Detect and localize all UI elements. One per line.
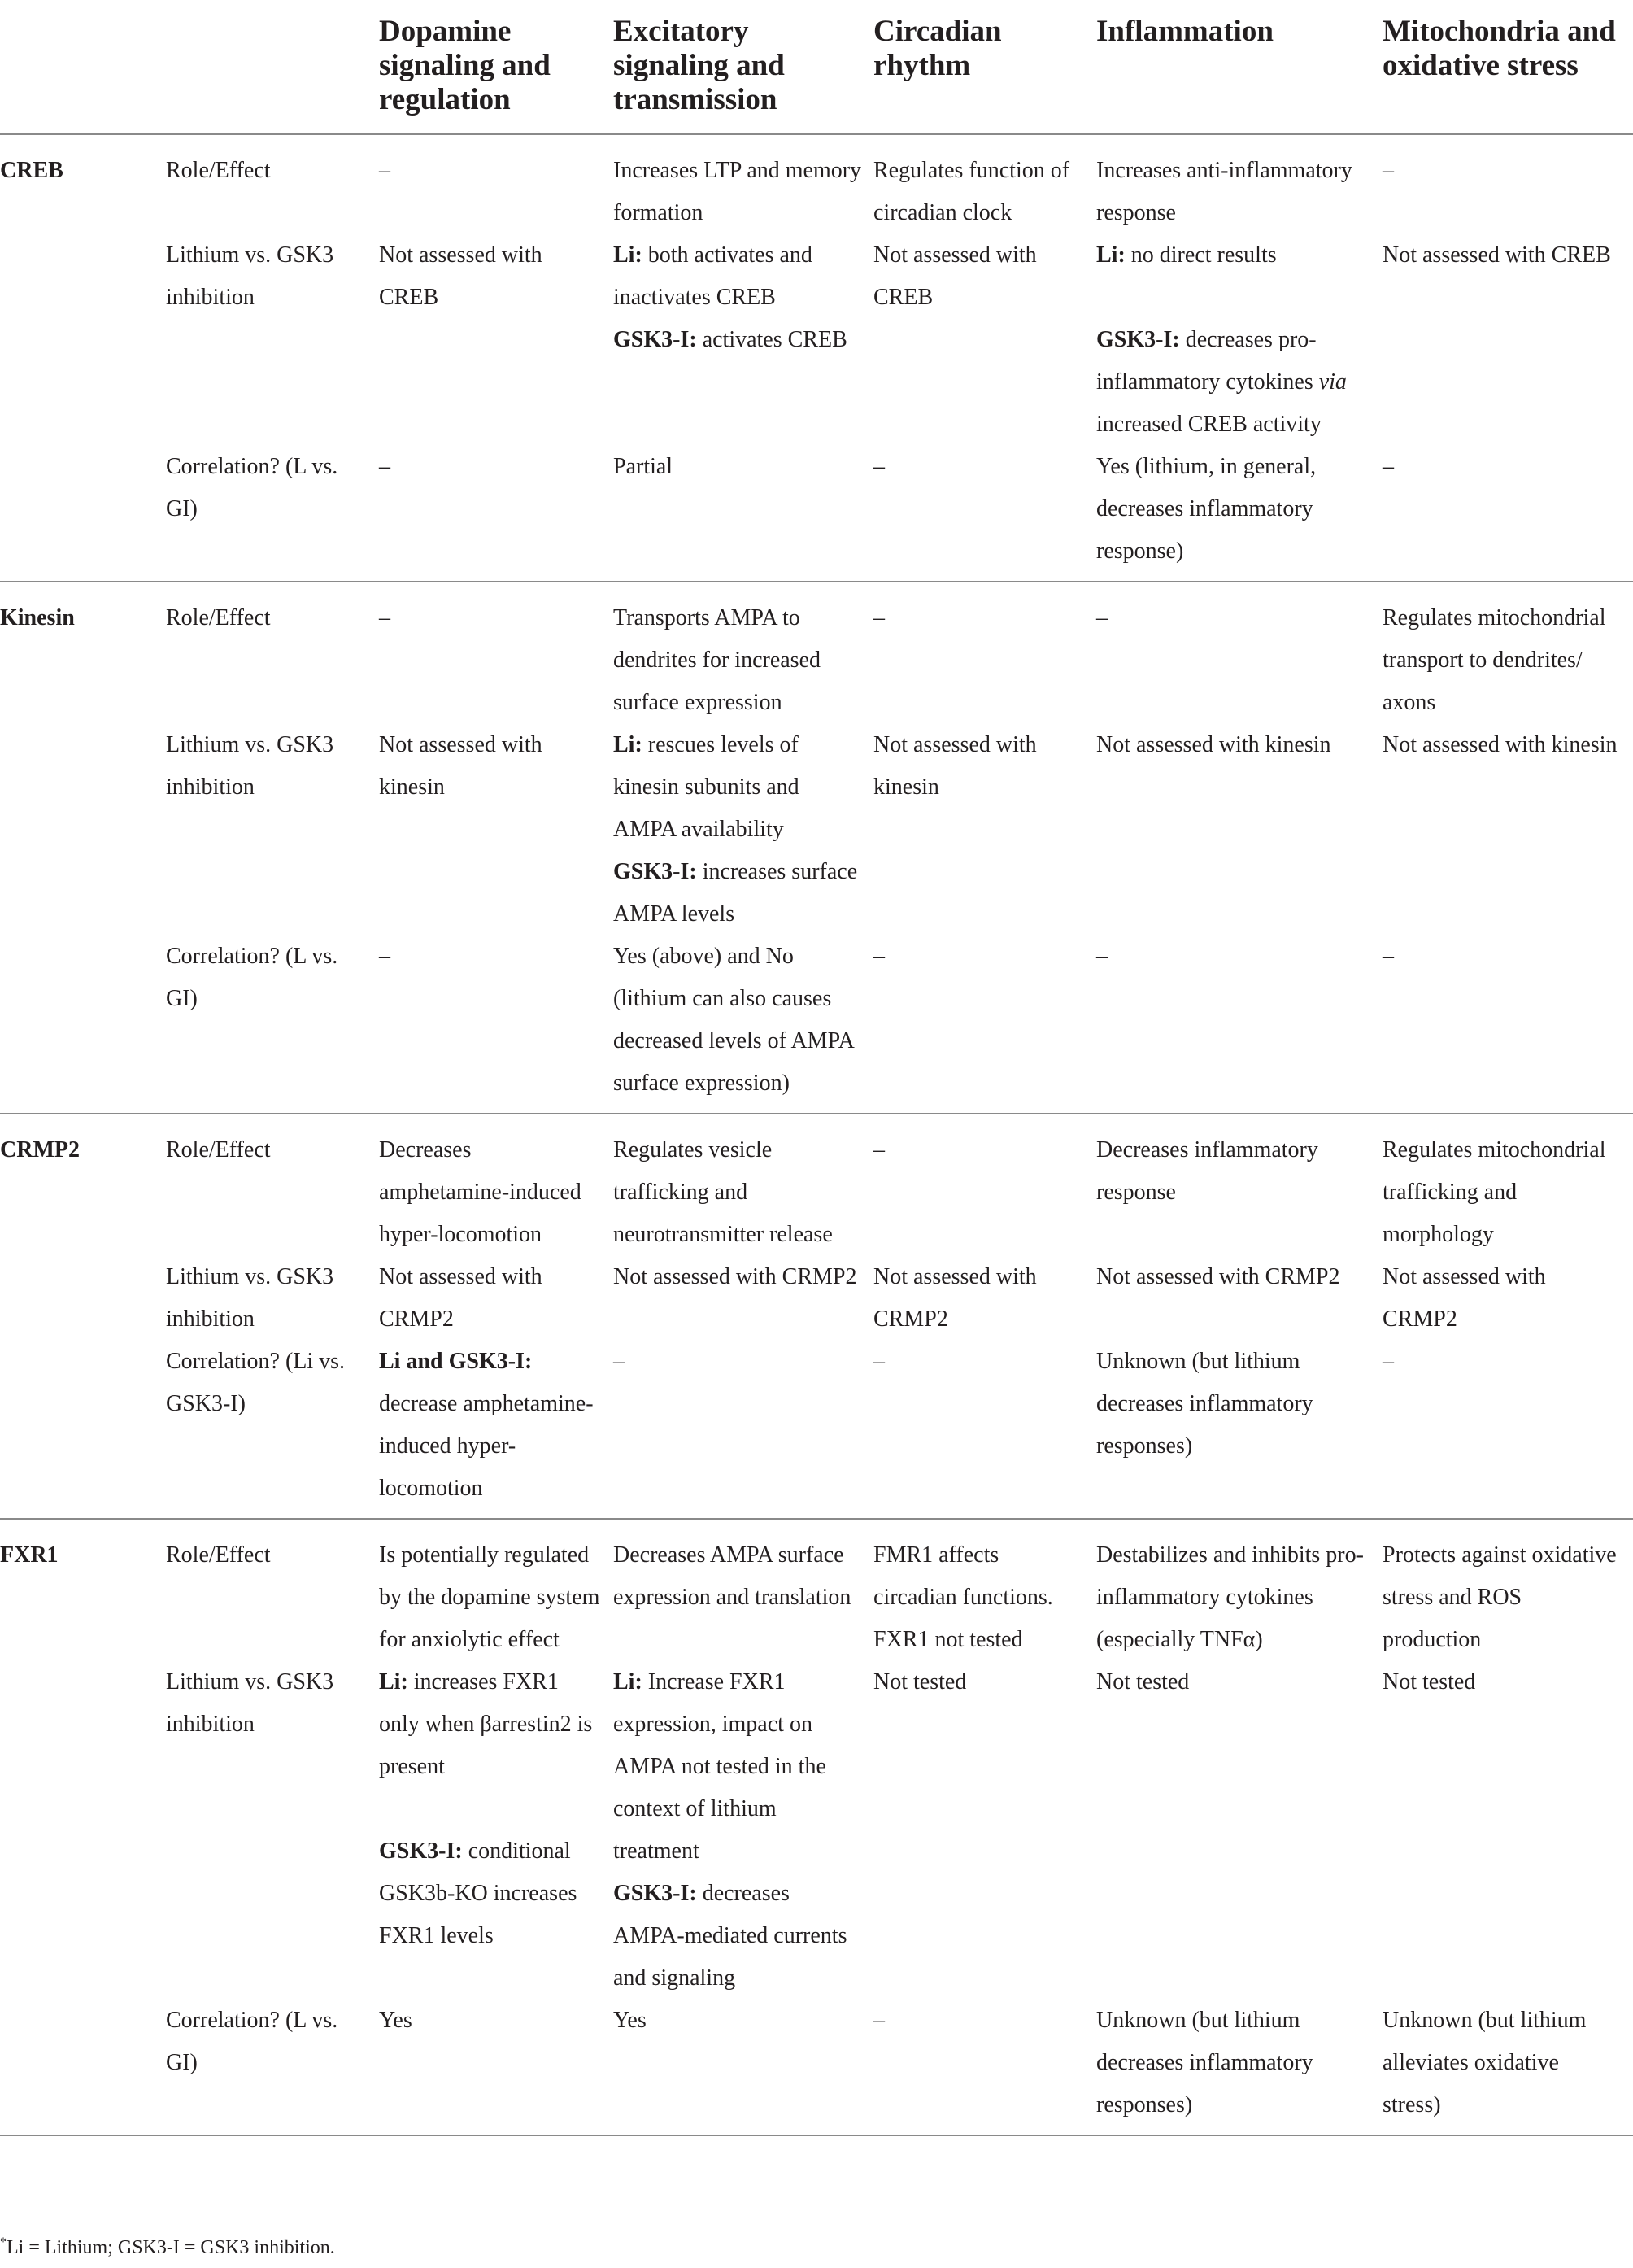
cell-paragraph [613, 2000, 862, 2042]
cell-paragraph [379, 597, 602, 639]
data-cell [1096, 1519, 1383, 1661]
cell-label: Li: [613, 242, 642, 268]
gene-cell: CREB [0, 158, 63, 183]
data-cell [1096, 446, 1383, 582]
cell-paragraph [1383, 936, 1622, 978]
cell-text: Not assessed with CRMP2 [873, 1264, 1037, 1332]
cell-paragraph [1096, 724, 1371, 766]
cell-text: Yes [613, 2008, 647, 2033]
footnote-mark: * [0, 2235, 7, 2249]
cell-text: Not assessed with CRMP2 [379, 1264, 542, 1332]
attribute-cell: Correlation? (L vs. GI) [166, 446, 379, 582]
cell-text: Not assessed with kinesin [1383, 732, 1618, 757]
data-cell [613, 1341, 873, 1519]
cell-paragraph [379, 1341, 602, 1510]
cell-paragraph [1096, 2000, 1371, 2126]
table-row [0, 1661, 1633, 2000]
data-cell [613, 1114, 873, 1256]
data-cell [873, 446, 1096, 582]
cell-text: decrease amphetamine-induced hyper-locomotion [379, 1391, 594, 1501]
data-cell [873, 1256, 1096, 1341]
cell-paragraph [613, 1129, 862, 1256]
gene-cell [0, 2000, 166, 2135]
cell-label: Li: [613, 732, 642, 757]
cell-label: Li: [1096, 242, 1126, 268]
cell-paragraph [379, 1534, 602, 1661]
table-row [0, 724, 1633, 936]
data-cell [379, 1341, 613, 1519]
gene-cell: FXR1 [0, 1542, 59, 1568]
header-cell-inflammation: Inflammation [1096, 15, 1274, 48]
cell-text: – [873, 944, 885, 969]
cell-paragraph [379, 150, 602, 192]
data-cell [873, 724, 1096, 936]
table-row [0, 1519, 1633, 1661]
data-cell [1096, 234, 1383, 446]
cell-paragraph [613, 150, 862, 234]
attribute-cell: Lithium vs. GSK3 inhibition [166, 242, 334, 310]
cell-text: decreases AMPA-mediated currents and signaling [613, 1881, 847, 1991]
table-row [0, 234, 1633, 446]
cell-text: – [873, 1137, 885, 1162]
header-cell-dopamine: Dopamine signaling and regulation [379, 15, 551, 116]
table-row [0, 446, 1633, 582]
data-cell [379, 936, 613, 1114]
cell-paragraph [613, 446, 862, 488]
cell-paragraph [613, 1534, 862, 1619]
data-cell [1383, 446, 1633, 582]
data-cell [873, 234, 1096, 446]
cell-text: Not assessed with kinesin [873, 732, 1037, 800]
cell-text: Regulates vesicle trafficking and neurotransmitter release [613, 1137, 833, 1247]
data-cell [1096, 1256, 1383, 1341]
cell-text: – [1096, 605, 1108, 630]
cell-text: – [613, 1349, 625, 1374]
table-row [0, 936, 1633, 1114]
cell-paragraph [379, 1129, 602, 1256]
gene-cell [0, 446, 166, 582]
header-cell-attribute [166, 0, 379, 134]
cell-text: Not tested [1383, 1669, 1476, 1694]
data-cell [1383, 234, 1633, 446]
table-row [0, 1256, 1633, 1341]
cell-paragraph [1096, 1534, 1371, 1661]
attribute-cell: Correlation? (L vs. GI) [166, 2000, 379, 2135]
cell-text: Unknown (but lithium alleviates oxidative stress) [1383, 2008, 1587, 2118]
footnote-text: Li = Lithium; GSK3-I = GSK3 inhibition. [7, 2237, 335, 2258]
data-cell [379, 1114, 613, 1256]
cell-text: Decreases inflammatory response [1096, 1137, 1318, 1205]
cell-paragraph [379, 2000, 602, 2042]
attribute-cell: Correlation? (L vs. GI) [166, 936, 379, 1114]
cell-paragraph [613, 724, 862, 851]
data-cell [1096, 134, 1383, 234]
gene-cell [0, 234, 166, 446]
cell-paragraph [1383, 1534, 1622, 1661]
data-cell [873, 936, 1096, 1114]
data-cell [1383, 1114, 1633, 1256]
footnote [0, 2231, 335, 2260]
data-cell [379, 446, 613, 582]
cell-paragraph [873, 234, 1085, 319]
data-cell [873, 2000, 1096, 2135]
cell-text: increases FXR1 only when βarrestin2 is present [379, 1669, 593, 1779]
cell-paragraph [873, 597, 1085, 639]
cell-paragraph [379, 724, 602, 809]
cell-paragraph [1383, 597, 1622, 724]
header-cell-mitochondria: Mitochondria and oxidative stress [1383, 15, 1616, 82]
cell-paragraph [1383, 1129, 1622, 1256]
table-body [0, 134, 1633, 2135]
cell-paragraph [1383, 150, 1622, 192]
cell-text: Destabilizes and inhibits pro-inflammatory cytokines (especially TNFα) [1096, 1542, 1364, 1652]
cell-paragraph [1096, 1129, 1371, 1214]
cell-text: Increases anti-inflammatory response [1096, 158, 1352, 225]
data-cell [1096, 724, 1383, 936]
data-cell [1383, 2000, 1633, 2135]
data-cell [379, 724, 613, 936]
cell-text: Regulates mitochondrial trafficking and morphology [1383, 1137, 1606, 1247]
data-cell [1383, 936, 1633, 1114]
gene-cell [0, 1256, 166, 1341]
header-row [0, 0, 1633, 134]
data-cell [1383, 1661, 1633, 2000]
data-cell [379, 1519, 613, 1661]
cell-paragraph [873, 936, 1085, 978]
cell-text: no direct results [1125, 242, 1277, 268]
cell-paragraph [613, 851, 862, 936]
cell-paragraph [1383, 1661, 1622, 1703]
cell-text: Not assessed with kinesin [379, 732, 542, 800]
cell-label: Li: [379, 1669, 408, 1694]
cell-paragraph [1096, 1341, 1371, 1468]
cell-text: decreases pro-inflammatory cytokines [1096, 327, 1319, 395]
cell-text: activates CREB [696, 327, 847, 352]
cell-text: Not assessed with CREB [1383, 242, 1611, 268]
data-cell [873, 1519, 1096, 1661]
attribute-cell: Role/Effect [166, 605, 271, 630]
cell-label: GSK3-I: [613, 327, 697, 352]
cell-paragraph [1383, 724, 1622, 766]
cell-text: Decreases AMPA surface expression and translation [613, 1542, 851, 1610]
gene-cell: Kinesin [0, 605, 75, 630]
table-row [0, 1114, 1633, 1256]
gene-cell [0, 1661, 166, 2000]
cell-text: increased CREB activity [1096, 412, 1322, 437]
data-cell [613, 724, 873, 936]
cell-paragraph [613, 1873, 862, 2000]
data-cell [1096, 582, 1383, 724]
data-cell [1383, 1341, 1633, 1519]
cell-paragraph [1383, 1256, 1622, 1341]
table-row [0, 1341, 1633, 1519]
attribute-cell: Role/Effect [166, 1542, 271, 1568]
cell-text: Partial [613, 454, 673, 479]
table-row [0, 582, 1633, 724]
data-cell [379, 1256, 613, 1341]
data-cell [1096, 936, 1383, 1114]
cell-text: Decreases amphetamine-induced hyper-locomotion [379, 1137, 581, 1247]
data-cell [613, 582, 873, 724]
data-cell [1096, 1661, 1383, 2000]
header-cell-circadian: Circadian rhythm [873, 15, 1002, 82]
cell-text: conditional GSK3b-KO increases FXR1 levels [379, 1838, 577, 1948]
cell-text: Unknown (but lithium decreases inflammatory responses) [1096, 2008, 1313, 2118]
cell-text: Regulates function of circadian clock [873, 158, 1070, 225]
cell-paragraph [1096, 150, 1371, 234]
cell-text: Is potentially regulated by the dopamine system for anxiolytic effect [379, 1542, 600, 1652]
cell-label: GSK3-I: [613, 1881, 697, 1906]
cell-label: Li and GSK3-I: [379, 1349, 533, 1374]
cell-text: both activates and inactivates CREB [613, 242, 812, 310]
gene-cell [0, 1341, 166, 1519]
cell-text: – [873, 2008, 885, 2033]
data-cell [873, 1114, 1096, 1256]
cell-text: – [1096, 944, 1108, 969]
data-cell [613, 2000, 873, 2135]
data-cell [613, 1256, 873, 1341]
gene-cell: CRMP2 [0, 1137, 80, 1162]
cell-text: – [873, 1349, 885, 1374]
data-cell [1383, 1256, 1633, 1341]
cell-paragraph [379, 1256, 602, 1341]
cell-paragraph [379, 1830, 602, 1957]
cell-paragraph [379, 234, 602, 319]
attribute-cell: Lithium vs. GSK3 inhibition [166, 1669, 334, 1737]
cell-paragraph [613, 319, 862, 361]
cell-paragraph [873, 724, 1085, 809]
cell-text: – [379, 944, 390, 969]
cell-paragraph [379, 1661, 602, 1788]
cell-text: Not assessed with CRMP2 [1383, 1264, 1546, 1332]
data-cell [613, 1661, 873, 2000]
cell-text: – [1383, 944, 1394, 969]
cell-text: Not assessed with kinesin [1096, 732, 1331, 757]
data-cell [1383, 1519, 1633, 1661]
cell-text: Yes (lithium, in general, decreases inflammatory response) [1096, 454, 1317, 564]
cell-paragraph [1096, 1256, 1371, 1298]
table-row [0, 134, 1633, 234]
attribute-cell: Lithium vs. GSK3 inhibition [166, 1264, 334, 1332]
cell-label: GSK3-I: [379, 1838, 463, 1864]
cell-paragraph [613, 597, 862, 724]
data-cell [1383, 724, 1633, 936]
data-cell [1383, 134, 1633, 234]
cell-text: Yes [379, 2008, 412, 2033]
cell-label: GSK3-I: [1096, 327, 1180, 352]
cell-paragraph [1096, 319, 1371, 446]
cell-paragraph [873, 150, 1085, 234]
cell-text: – [1383, 454, 1394, 479]
attribute-cell: Correlation? (Li vs. GSK3-I) [166, 1341, 379, 1519]
data-cell [613, 446, 873, 582]
cell-paragraph [873, 2000, 1085, 2042]
cell-paragraph [1383, 446, 1622, 488]
cell-paragraph [379, 446, 602, 488]
cell-text: – [1383, 158, 1394, 183]
cell-text: increases surface AMPA levels [613, 859, 858, 927]
cell-text: Increase FXR1 expression, impact on AMPA not tested in the context of lithium treatment [613, 1669, 826, 1864]
header-cell-excitatory: Excitatory signaling and transmission [613, 15, 785, 116]
cell-paragraph [873, 1661, 1085, 1703]
cell-text: Regulates mitochondrial transport to dendrites/ axons [1383, 605, 1606, 715]
data-cell [873, 1341, 1096, 1519]
cell-paragraph [873, 1129, 1085, 1171]
data-cell [1383, 582, 1633, 724]
table-row [0, 2000, 1633, 2135]
cell-paragraph [1383, 1341, 1622, 1383]
cell-text: Transports AMPA to dendrites for increased surface expression [613, 605, 821, 715]
cell-paragraph [613, 234, 862, 319]
cell-paragraph [613, 1256, 862, 1298]
cell-text: – [873, 605, 885, 630]
attribute-cell: Role/Effect [166, 1137, 271, 1162]
data-cell [613, 1519, 873, 1661]
cell-text: Not assessed with CREB [379, 242, 542, 310]
cell-text: – [379, 605, 390, 630]
cell-text: Not tested [873, 1669, 967, 1694]
cell-text: FMR1 affects circadian functions. FXR1 not tested [873, 1542, 1053, 1652]
cell-paragraph [1096, 597, 1371, 639]
cell-paragraph [1383, 234, 1622, 277]
data-cell [873, 1661, 1096, 2000]
cell-paragraph [1096, 936, 1371, 978]
data-cell [379, 234, 613, 446]
data-cell [613, 134, 873, 234]
data-cell [379, 1661, 613, 2000]
cell-text: rescues levels of kinesin subunits and AMPA availability [613, 732, 799, 842]
cell-text: – [1383, 1349, 1394, 1374]
cell-paragraph [873, 1341, 1085, 1383]
cell-paragraph [1096, 1661, 1371, 1703]
data-cell [379, 134, 613, 234]
cell-text: Increases LTP and memory formation [613, 158, 862, 225]
data-cell [613, 234, 873, 446]
cell-text: Not assessed with CRMP2 [613, 1264, 857, 1289]
header-cell-gene [0, 0, 166, 134]
attribute-cell: Lithium vs. GSK3 inhibition [166, 732, 334, 800]
cell-text: Not assessed with CRMP2 [1096, 1264, 1340, 1289]
cell-text: Unknown (but lithium decreases inflammatory responses) [1096, 1349, 1313, 1459]
cell-paragraph [613, 1341, 862, 1383]
cell-text: Not tested [1096, 1669, 1190, 1694]
cell-paragraph [379, 936, 602, 978]
cell-paragraph [1383, 2000, 1622, 2126]
cell-label: GSK3-I: [613, 859, 697, 884]
cell-paragraph [613, 1661, 862, 1873]
data-cell [379, 582, 613, 724]
data-cell [379, 2000, 613, 2135]
data-cell [1096, 2000, 1383, 2135]
gene-cell [0, 724, 166, 936]
gene-cell [0, 936, 166, 1114]
cell-paragraph [1096, 234, 1371, 277]
cell-paragraph [873, 1256, 1085, 1341]
cell-text: – [379, 454, 390, 479]
cell-label: Li: [613, 1669, 642, 1694]
data-cell [1096, 1114, 1383, 1256]
cell-paragraph [873, 1534, 1085, 1661]
cell-paragraph [1096, 446, 1371, 573]
attribute-cell: Role/Effect [166, 158, 271, 183]
cell-text: Yes (above) and No (lithium can also causes decreased levels of AMPA surface expression) [613, 944, 854, 1096]
cell-text: Protects against oxidative stress and ROS production [1383, 1542, 1617, 1652]
data-cell [613, 936, 873, 1114]
cell-paragraph [613, 936, 862, 1105]
data-cell [1096, 1341, 1383, 1519]
cell-italic: via [1318, 369, 1347, 395]
cell-text: – [379, 158, 390, 183]
cell-text: Not assessed with CREB [873, 242, 1037, 310]
cell-paragraph [873, 446, 1085, 488]
data-cell [873, 134, 1096, 234]
data-cell [873, 582, 1096, 724]
cell-text: – [873, 454, 885, 479]
